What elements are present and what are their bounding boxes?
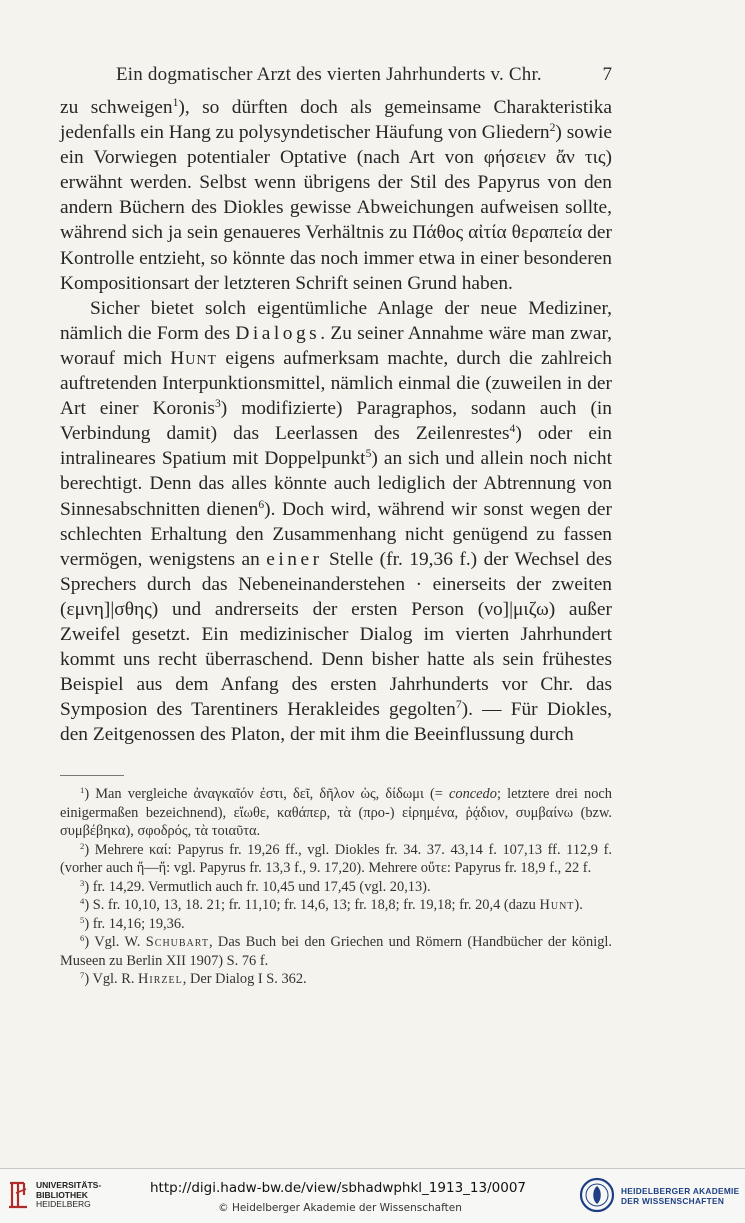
viewer-footer: [0, 1168, 745, 1223]
text-run: ). Doch wird, während wir sonst wegen der schlechten Erhaltung den Zusammenhang nicht genügend zu fassen vermögen, wenigstens an: [60, 498, 612, 570]
footnote-number: 4: [80, 895, 85, 906]
academy-name-line: HEIDELBERGER AKADEMIE: [621, 1186, 740, 1196]
footnote-separator: [60, 775, 124, 776]
library-name-line: UNIVERSITÄTS-: [36, 1180, 102, 1190]
text-run: ) S. fr. 10,10, 13, 18. 21; fr. 11,10; fr. 14,6, 13; fr. 18,8; fr. 19,18; fr. 20,4 (dazu: [84, 897, 540, 913]
permalink-url[interactable]: http://digi.hadw-bw.de/view/sbhadwphkl_1913_13/0007: [150, 1180, 526, 1196]
text-run: , Das Buch bei den Griechen und Römern (Handbücher der königl. Museen zu Berlin XII 1907) S. 76 f.: [60, 934, 612, 969]
library-logo-icon: [6, 1179, 30, 1211]
footnote-6: [60, 933, 612, 970]
footnote-ref: 4: [509, 422, 516, 436]
copyright-notice: © Heidelberger Akademie der Wissenschaften: [218, 1202, 462, 1214]
text-run: ) an sich und allein noch nicht berechtigt. Denn das alles könnte auch lediglich der Abtrennung von Sinnesabschnitten dienen: [60, 448, 612, 520]
text-run: ) Mehrere καί: Papyrus fr. 19,26 ff., vgl. Diokles fr. 34. 37. 43,14 f. 107,13 ff. 112,9 f. (vorher auch ἤ—ἤ: vgl. Papyrus fr. 13,3 f., 9. 17,20). Mehrere οὔτε: Papyrus fr. 18,9 f., 22 f.: [60, 841, 612, 876]
footnote-2: [60, 841, 612, 878]
footnote-5: [60, 915, 612, 934]
text-run: ), so dürften doch als gemeinsame Charakteristika jedenfalls ein Hang zu polysyndetischer Häufung von Gliedern: [60, 97, 612, 144]
footnote-ref: 7: [455, 698, 462, 712]
footnote-ref: 5: [365, 447, 372, 461]
text-run: ) sowie ein Vorwiegen potentialer Optative (nach Art von φήσειεν ἄν τις) erwähnt werden. Selbst wenn übrigens der Stil des Papyrus von den andern Büchern des Diokles gewisse Abweichungen aufweisen sollte, während sich ja sein genaueres Verhältnis zu Πάθος αἰτία θεραπεία der Kontrolle entzieht, so könnte das noch immer etwa in einer besonderen Kompositionsart der letzteren Schrift seinen Grund haben.: [60, 122, 612, 294]
paragraph-1: [60, 95, 612, 296]
text-run: ).: [574, 897, 583, 913]
running-header: [60, 64, 612, 90]
text-run: ) Man vergleiche ἀναγκαῖόν ἐστι, δεῖ, δῆλον ὡς, δίδωμι (=: [84, 786, 449, 802]
spaced-emphasis: einer: [266, 548, 323, 570]
footnote-ref: 6: [258, 497, 265, 511]
text-run: . Zu seiner Annahme wäre man zwar, worauf mich: [60, 322, 612, 369]
italic-term: concedo: [449, 786, 497, 802]
footnote-number: 3: [80, 877, 85, 888]
footnote-number: 5: [80, 914, 85, 925]
academy-name: [621, 1186, 739, 1206]
footnotes: [60, 785, 612, 989]
footnote-ref: 3: [214, 397, 221, 411]
text-run: ) Vgl. R.: [84, 971, 139, 987]
footnote-4: [60, 896, 612, 915]
text-run: eigens aufmerksam machte, durch die zahlreich auftretenden Interpunktionsmittel, nämlich einmal die (zuweilen in der Art einer Koronis: [60, 347, 612, 420]
library-name: [36, 1181, 101, 1210]
text-run: Stelle (fr. 19,36 f.) der Wechsel des Sprechers durch das Nebeneinanderstehen · einerseits der zweiten (εμνη]|σθης) und andrerseits der ersten Person (νο]|μιζω) außer Zweifel gesetzt. Ein medizinischer Dialog im vierten Jahrhundert kommt uns recht überraschend. Denn bisher hatte als sein frühestes Beispiel aus dem Anfang des ersten Jahrhunderts vor Chr. das Symposion des Tarentiners Herakleides gegolten: [60, 548, 612, 721]
text-run: ). — Für Diokles, den Zeitgenossen des Platon, der mit ihm die Beeinflussung durch: [60, 699, 612, 746]
author-name: Schubart: [145, 934, 209, 950]
text-run: , Der Dialog I S. 362.: [182, 971, 307, 987]
footnote-number: 1: [80, 784, 85, 795]
library-name-line: HEIDELBERG: [36, 1199, 91, 1209]
text-run: ) oder ein intralineares Spatium mit Doppelpunkt: [60, 423, 613, 470]
footnote-ref: 1: [172, 96, 179, 110]
academy-name-line: DER WISSENSCHAFTEN: [621, 1196, 725, 1206]
author-name: Hirzel: [138, 971, 183, 987]
text-run: ) modifizierte) Paragraphos, sodann auch (in Verbindung damit) das Leerlassen des Zeilenrestes: [60, 398, 612, 445]
text-run: ) fr. 14,16; 19,36.: [84, 915, 185, 932]
footnote-3: [60, 878, 612, 897]
footnote-ref: 2: [549, 121, 556, 135]
paragraph-2: [60, 296, 612, 748]
footnote-number: 6: [80, 932, 85, 943]
body-text: [60, 95, 612, 747]
page-number: 7: [602, 64, 612, 85]
library-name-line: BIBLIOTHEK: [36, 1189, 88, 1200]
text-run: ; letztere drei noch einigermaßen bezeichnend), εἴωθε, καθάπερ, τὰ (προ-) εἰρημένα, ῥᾴδιον, συμβαίνω (bzw. συμβέβηκα), σφοδρός, τὰ τοιαῦτα.: [60, 786, 612, 839]
author-name: Hunt: [539, 897, 575, 913]
text-run: zu schweigen: [60, 97, 173, 118]
author-name: Hunt: [170, 347, 218, 369]
running-title: Ein dogmatischer Arzt des vierten Jahrhunderts v. Chr.: [116, 64, 542, 85]
academy-seal-icon: [579, 1175, 615, 1215]
text-run: ) Vgl. W.: [84, 934, 146, 950]
footnote-7: [60, 970, 612, 989]
text-run: ) fr. 14,29. Vermutlich auch fr. 10,45 und 17,45 (vgl. 20,13).: [84, 878, 431, 895]
footnote-1: [60, 785, 612, 841]
spaced-emphasis: Dialogs: [235, 322, 321, 344]
footnote-number: 2: [80, 840, 85, 851]
text-run: Sicher bietet solch eigentümliche Anlage der neue Mediziner, nämlich die Form des: [60, 297, 612, 344]
footnote-number: 7: [80, 969, 85, 980]
